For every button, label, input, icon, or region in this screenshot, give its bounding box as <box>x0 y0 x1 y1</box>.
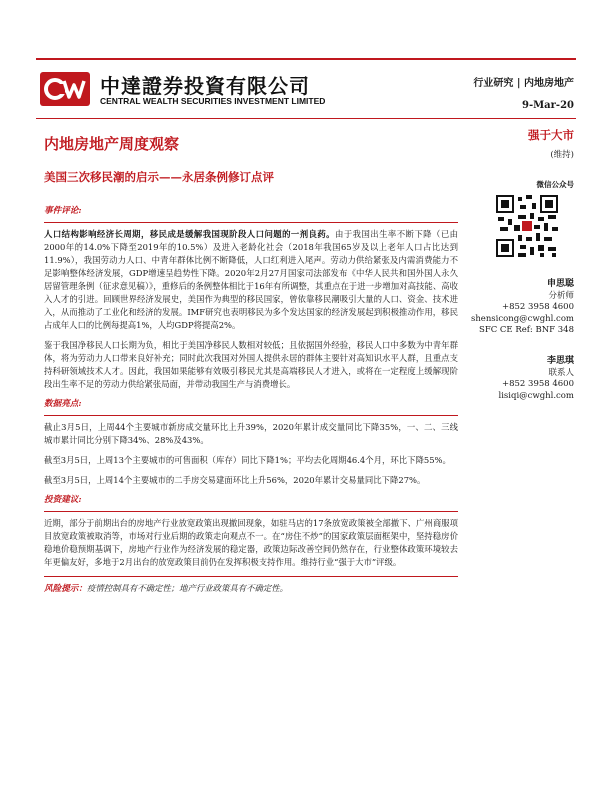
analyst-phone: +852 3958 4600 <box>501 302 574 312</box>
analyst-name: 申思聪 <box>546 279 574 289</box>
data-paragraph-1: 截止3月5日，上周44个主要城市新房成交量环比上升39%，2020年累计成交量同比下降35%，一、二、三线城市累计同比分别下降34%、28%及43%。 <box>44 422 458 445</box>
analyst-role: 分析师 <box>548 290 574 301</box>
section-divider <box>44 576 458 577</box>
data-paragraph-3: 截至3月5日，上周14个主要城市的二手房交易建面环比上升56%，2020年累计交易量同比下降27%。 <box>44 475 426 485</box>
invest-paragraph: 近期，部分于前期出台的房地产行业放宽政策出现撤回现象，如驻马店的17条放宽政策被全部撤下、广州商服项目放宽政策被取消等，市场对行业后期的政策走向观点不一。在“房住不炒”的国家政策层面框架中，坚持稳房价稳地价稳预期基调下，房地产行业作为经济发展的稳定器，政策边际改善空间仍然存在，行业整体政策环境较去年更偏友好，多地于2月出台的放宽政策目前仍在发挥积极支持作用。维持行业“强于大市”评级。 <box>44 518 458 567</box>
company-name-cn: 中達證券投資有限公司 <box>100 74 310 98</box>
data-heading: 数据亮点: <box>44 399 82 409</box>
event-lead: 人口结构影响经济长周期，移民成是缓解我国现阶段人口问题的一剂良药。 <box>44 229 335 239</box>
data-paragraph-2: 截至3月5日，上周13个主要城市的可售面积（库存）同比下降1%；平均去化周期46.4个月，环比下降55%。 <box>44 455 451 465</box>
company-name-en: CENTRAL WEALTH SECURITIES INVESTMENT LIMITED <box>100 96 326 106</box>
event-paragraph-1 <box>44 228 458 332</box>
contact-card <box>499 356 575 402</box>
report-date: 9-Mar-20 <box>522 100 574 111</box>
report-body <box>44 205 458 603</box>
contact-name: 李思琪 <box>546 356 574 366</box>
event-heading: 事件评论: <box>44 206 82 216</box>
contact-phone: +852 3958 4600 <box>501 379 574 389</box>
report-subtitle: 美国三次移民潮的启示——永居条例修订点评 <box>44 170 274 184</box>
rating-label: 强于大市 <box>528 128 574 142</box>
company-logo-icon <box>40 72 90 106</box>
header-divider <box>36 118 576 119</box>
qr-label: 微信公众号 <box>536 180 574 189</box>
event-paragraph-2: 鉴于我国净移民人口长期为负，相比于美国净移民人数相对较低；且依据国外经验，移民人口中多数为中青年群体，将为劳动力人口带来良好补充；同时此次我国对外国人提供永居的群体主要针对高知识水平人群，且重点支持科研领域技术人才。因此，我国如果能够有效吸引移民尤其是高端移民人才进入，或将在一定程度上缓解现阶段出生率不足的劳动力供给紧张局面，并带动我国生产与消费增长。 <box>44 340 458 389</box>
analyst-card <box>471 279 574 337</box>
top-rule <box>36 58 576 60</box>
report-category: 行业研究 | 内地房地产 <box>473 78 574 89</box>
analyst-email[interactable]: shensicong@cwghl.com <box>470 313 574 324</box>
invest-heading: 投资建议: <box>44 495 82 505</box>
rating-note: (维持) <box>550 150 574 160</box>
risk-text: 疫情控制具有不确定性；地产行业政策具有不确定性。 <box>86 583 288 593</box>
risk-paragraph <box>44 582 458 596</box>
risk-heading: 风险提示： <box>44 584 87 594</box>
section-divider <box>44 415 458 416</box>
analyst-license: SFC CE Ref: BNF 348 <box>479 325 574 335</box>
contact-email[interactable]: lisiqi@cwghl.com <box>498 390 574 401</box>
contact-role: 联系人 <box>548 367 574 378</box>
section-divider <box>44 511 458 512</box>
section-divider <box>44 222 458 223</box>
event-text-1: 由于我国出生率不断下降（已由2000年的14.0%下降至2019年的10.5%）及进入老龄化社会（2018年我国65岁及以上老年人口占比达到11.9%），我国劳动力人口、中青年群体比例不断降低，人口红利进入尾声。劳动力供给紧张及内需消费能力不足影响整体经济发展，GDP增速呈趋势性下降。2020年2月27月国家司法部发布《中华人民共和国外国人永久居留管理条例（征求意见稿）》，重修后的条例整体相比于16年有所调整，其重点在于进一步增加对高技能、高收入人才的引进。回顾世界经济发展史，美国作为典型的移民国家，曾依靠移民潮吸引大量的人口、资金、技术进入，从而推动了工业化和经济的发展。IMF研究也表明移民为多个发达国家的经济发展起到积极推动作用，移民占成年人口的比例每提高1%，人均GDP将提高2%。 <box>44 229 459 330</box>
qr-code-icon <box>494 193 560 259</box>
report-title: 内地房地产周度观察 <box>44 135 180 153</box>
